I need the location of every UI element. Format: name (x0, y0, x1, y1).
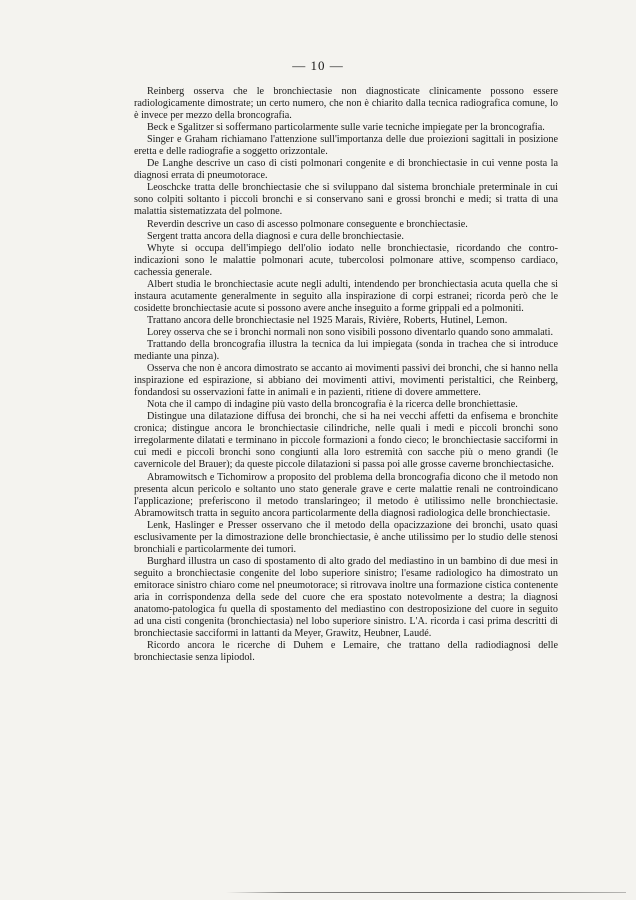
paragraph: Abramowitsch e Tichomirow a proposito del problema della broncografia dicono che il metodo non presenta alcun pericolo e soltanto uno stato generale grave e certe malattie renali ne controindicano l'applicazione; preferiscono il metodo translaringeo; il metodo è utilissimo nelle bronchiectasie. Abramowitsch tratta in seguito ancora particolarmente della diagnosi radiologica delle bronchiectasie. (134, 471, 558, 519)
paragraph: Albert studia le bronchiectasie acute negli adulti, intendendo per bronchiectasia acuta quella che si instaura acutamente generalmente in seguito alla inspirazione di corpi estranei; ricorda però che le cosidette bronchiectasie acute si possono avere anche inseguito a forme grippali ed a polmoniti. (134, 278, 558, 314)
bottom-rule (226, 892, 626, 893)
paragraph: Ricordo ancora le ricerche di Duhem e Lemaire, che trattano della radiodiagnosi delle bronchiectasie senza lipiodol. (134, 640, 558, 664)
paragraph: Singer e Graham richiamano l'attenzione sull'importanza delle due proiezioni sagittali in posizione eretta e delle radiografie a soggetto orizzontale. (134, 134, 558, 158)
paragraph: Burghard illustra un caso di spostamento di alto grado del mediastino in un bambino di due mesi in seguito a bronchiectasie congenite del lobo superiore sinistro; l'esame radiologico ha dimostrato un emitorace sinistro chiaro come nel pneumotorace; si ritrovava inoltre una formazione cistica contenente aria in corrispondenza della sede del cuore che era spostato notevolmente a destra; la diagnosi anatomo-patologica fu quella di spostamento del mediastino con destroposizione del cuore in seguito ad una cisti congenita (bronchiectasia) nel lobo superiore sinistro. L'A. ricorda i casi prima descritti di bronchiectasie sacciformi in lattanti da Meyer, Grawitz, Heubner, Laudé. (134, 555, 558, 640)
paragraph: Beck e Sgalitzer si soffermano particolarmente sulle varie tecniche impiegate per la broncografia. (147, 122, 545, 134)
paragraph: Reinberg osserva che le bronchiectasie non diagnosticate clinicamente possono essere radiologicamente dimostrate; un certo numero, che non è chiarito dalla tecnica radiografica comune, lo è invece per mezzo della broncografia. (134, 86, 558, 122)
paragraph: Osserva che non è ancora dimostrato se accanto ai movimenti passivi dei bronchi, che si hanno nella inspirazione ed espirazione, si abbiano dei movimenti attivi, movimenti peristaltici, che Reinberg, fondandosi su osservazioni fatte in animali e in pazienti, ritiene di dovere ammettere. (134, 363, 558, 399)
paragraph: Lorey osserva che se i bronchi normali non sono visibili possono diventarlo quando sono ammalati. (147, 326, 554, 338)
paragraph: Trattano ancora delle bronchiectasie nel 1925 Marais, Rivière, Roberts, Hutinel, Lemon. (147, 314, 508, 326)
paragraph: De Langhe descrive un caso di cisti polmonari congenite e di bronchiectasie in cui venne posta la diagnosi errata di pneumotorace. (134, 158, 558, 182)
paragraph: Sergent tratta ancora della diagnosi e cura delle bronchiectasie. (147, 230, 404, 242)
paragraph: Distingue una dilatazione diffusa dei bronchi, che si ha nei vecchi affetti da enfisema e bronchite cronica; distingue ancora le bronchiectasie cilindriche, nelle quali i medi e piccoli bronchi sono irregolarmente dilatati e terminano in piccole formazioni a fondo cieco; le bronchiectasie sacciformi in cui medi e piccoli bronchi sono congiunti alla loro estremità con sacche più o meno grandi (le cavernicole del Brauer); da queste piccole dilatazioni si passa poi alle grosse caverne bronchiectasiche. (134, 411, 558, 471)
paragraph: Lenk, Haslinger e Presser osservano che il metodo della opacizzazione dei bronchi, usato quasi esclusivamente per la dimostrazione delle bronchiectasie, è anche utilissimo per lo studio delle stenosi bronchiali e particolarmente dei tumori. (134, 519, 558, 555)
paragraph: Trattando della broncografia illustra la tecnica da lui impiegata (sonda in trachea che si introduce mediante una pinza). (134, 338, 558, 363)
paragraph: Leoschcke tratta delle bronchiectasie che si sviluppano dal sistema bronchiale preterminale in cui sono colpiti soltanto i piccoli bronchi e si conservano sani e grossi bronchi e medi; si tratta di una malattia sistematizzata del polmone. (134, 182, 558, 218)
page-number: — 10 — (292, 58, 344, 73)
paragraph: Nota che il campo di indagine più vasto della broncografia è la ricerca delle bronchiettasie. (147, 399, 518, 411)
paragraph: Whyte si occupa dell'impiego dell'olio iodato nelle bronchiectasie, ricordando che contro-indicazioni sono le malattie polmonari acute, tubercolosi polmonare attive, scompenso cardiaco, cachessia generale. (134, 242, 558, 278)
paragraph: Reverdin descrive un caso di ascesso polmonare conseguente e bronchiectasie. (147, 218, 468, 230)
body-text (134, 86, 558, 664)
